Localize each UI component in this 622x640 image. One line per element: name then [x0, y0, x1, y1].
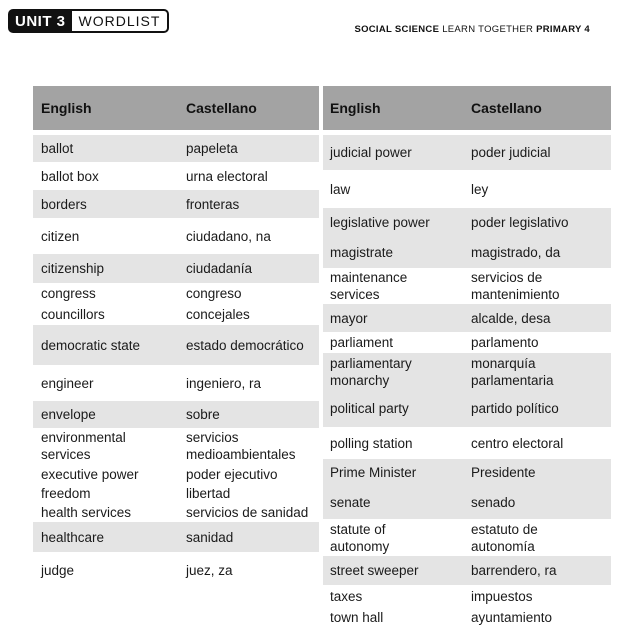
castellano-term: ley: [471, 181, 489, 197]
level-label: PRIMARY 4: [536, 24, 590, 35]
table-row: [33, 428, 319, 464]
table-row: [33, 283, 319, 304]
table-row: [33, 325, 319, 365]
table-row: [33, 135, 319, 162]
castellano-term: juez, za: [186, 562, 233, 578]
english-term: taxes: [330, 588, 363, 604]
table-row: [33, 254, 319, 283]
table-row: [323, 135, 611, 170]
english-term: statute of autonomy: [330, 521, 390, 554]
castellano-term: partido político: [471, 401, 559, 416]
castellano-term: congreso: [186, 286, 242, 301]
wordlist-table-right: [323, 86, 611, 627]
castellano-term: poder ejecutivo: [186, 466, 278, 482]
castellano-term: servicios de mantenimiento: [471, 270, 560, 302]
english-term: judicial power: [330, 145, 412, 160]
table-row: [33, 365, 319, 401]
english-term: parliament: [330, 335, 394, 350]
castellano-term: servicios medioambientales: [186, 430, 296, 462]
subject-label: SOCIAL SCIENCE: [354, 24, 440, 35]
table-row: [323, 170, 611, 208]
column-header-castellano: Castellano: [471, 99, 542, 116]
english-term: mayor: [330, 310, 368, 326]
english-term: borders: [41, 196, 87, 212]
table-row: [33, 162, 319, 190]
english-term: executive power: [41, 466, 139, 482]
english-term: healthcare: [41, 529, 105, 545]
castellano-term: urna electoral: [186, 168, 268, 184]
castellano-term: barrendero, ra: [471, 563, 557, 578]
english-term: maintenance services: [330, 270, 408, 302]
table-row: [33, 552, 319, 588]
castellano-term: libertad: [186, 486, 231, 501]
english-term: Prime Minister: [330, 465, 417, 480]
table-row: [33, 484, 319, 503]
table-row: [323, 556, 611, 585]
table-row: [323, 304, 611, 332]
castellano-term: Presidente: [471, 465, 536, 480]
column-header-castellano: Castellano: [186, 99, 257, 116]
english-term: envelope: [41, 407, 96, 422]
english-term: engineer: [41, 375, 94, 391]
castellano-term: poder legislativo: [471, 215, 569, 230]
table-row: [33, 304, 319, 325]
castellano-term: monarquía parlamentaria: [471, 355, 554, 388]
table-header: [33, 86, 319, 130]
castellano-term: alcalde, desa: [471, 310, 551, 326]
castellano-term: servicios de sanidad: [186, 505, 309, 520]
table-row: [323, 208, 611, 237]
english-term: law: [330, 181, 351, 197]
column-header-english: English: [41, 99, 92, 116]
english-term: freedom: [41, 486, 91, 501]
castellano-term: poder judicial: [471, 145, 551, 160]
english-term: parliamentary monarchy: [330, 355, 412, 388]
unit-label: UNIT 3: [8, 9, 72, 33]
english-term: congress: [41, 286, 96, 301]
english-term: ballot: [41, 141, 74, 156]
english-term: town hall: [330, 609, 384, 625]
castellano-term: ayuntamiento: [471, 609, 553, 625]
castellano-term: estado democrático: [186, 337, 304, 353]
table-row: [33, 401, 319, 428]
english-term: councillors: [41, 307, 105, 322]
english-term: magistrate: [330, 245, 394, 260]
table-row: [323, 519, 611, 556]
table-header: [323, 86, 611, 130]
castellano-term: sanidad: [186, 529, 234, 545]
castellano-term: fronteras: [186, 196, 240, 212]
table-row: [323, 268, 611, 304]
series-label: LEARN TOGETHER: [442, 24, 534, 35]
castellano-term: ingeniero, ra: [186, 375, 262, 391]
table-row: [323, 585, 611, 607]
table-row: [323, 486, 611, 519]
castellano-term: ciudadanía: [186, 261, 253, 276]
castellano-term: centro electoral: [471, 435, 564, 451]
table-row: [323, 427, 611, 459]
table-row: [33, 464, 319, 484]
castellano-term: estatuto de autonomía: [471, 521, 538, 554]
castellano-term: sobre: [186, 407, 220, 422]
english-term: legislative power: [330, 215, 430, 230]
table-row: [323, 390, 611, 427]
castellano-term: ciudadano, na: [186, 228, 271, 244]
english-term: ballot box: [41, 168, 99, 184]
castellano-term: senado: [471, 495, 516, 510]
english-term: senate: [330, 495, 371, 510]
english-term: democratic state: [41, 337, 141, 353]
table-row: [33, 522, 319, 552]
castellano-term: parlamento: [471, 335, 539, 350]
table-row: [33, 503, 319, 522]
castellano-term: concejales: [186, 307, 250, 322]
english-term: polling station: [330, 435, 413, 451]
table-row: [323, 607, 611, 627]
english-term: citizenship: [41, 261, 105, 276]
column-header-english: English: [330, 99, 381, 116]
english-term: street sweeper: [330, 563, 419, 578]
english-term: health services: [41, 505, 132, 520]
wordlist-label: WORDLIST: [72, 9, 170, 33]
table-row: [33, 218, 319, 254]
english-term: political party: [330, 401, 409, 416]
wordlist-table-left: [33, 86, 319, 588]
table-row: [323, 332, 611, 353]
table-row: [323, 353, 611, 390]
castellano-term: papeleta: [186, 141, 238, 156]
book-header: [354, 24, 590, 35]
table-row: [33, 190, 319, 218]
english-term: environmental services: [41, 430, 126, 462]
castellano-term: magistrado, da: [471, 245, 561, 260]
castellano-term: impuestos: [471, 588, 533, 604]
english-term: citizen: [41, 228, 80, 244]
table-row: [323, 237, 611, 268]
unit-badge: [8, 9, 169, 33]
table-row: [323, 459, 611, 486]
english-term: judge: [41, 562, 75, 578]
